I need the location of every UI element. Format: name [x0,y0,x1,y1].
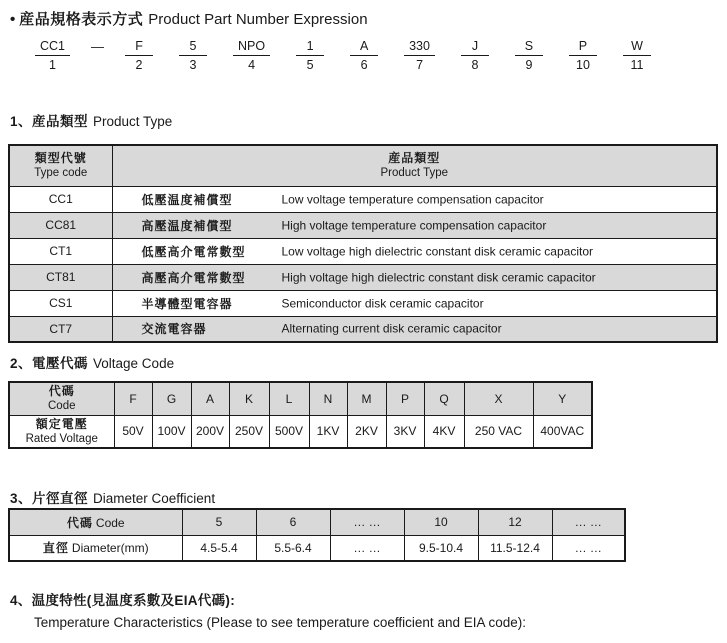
diameter-table [8,508,626,562]
type-name-en: Low voltage high dielectric constant disk ceramic capacitor [281,244,593,258]
diameter-code-label-cell [9,509,182,535]
pn-index: 10 [576,58,590,72]
type-name-zh: 低壓高介電常數型 [141,244,246,259]
type-code-cell: CT1 [9,238,112,264]
pn-segment-7 [404,39,435,72]
part-number-row [35,39,651,72]
rated-voltage-cell: 2KV [347,415,386,448]
pn-index: 9 [525,58,533,72]
diameter-label-en: Diameter(mm) [71,541,149,556]
section4-heading-en: Temperature Characteristics (Please to see temperature coefficient and EIA code): [34,615,526,630]
type-name-cell [112,186,717,212]
pn-code: A [350,39,378,56]
pn-code: W [623,39,651,56]
type-name-cell [112,238,717,264]
voltage-letter-cell: A [191,382,229,415]
rated-voltage-cell: 500V [269,415,309,448]
diameter-value-cell: 9.5-10.4 [404,535,478,561]
table-row-cc1 [9,186,717,212]
pn-index: 11 [630,58,644,72]
diameter-code-label-zh: 代碼 [66,515,93,530]
diameter-code-label-en: Code [95,515,125,530]
product-type-header-cell [112,145,717,186]
pn-dash: — [91,39,105,54]
pn-segment-2 [125,39,153,72]
type-name-cell [112,264,717,290]
pn-code: CC1 [35,39,70,56]
code-label-cell [9,382,114,415]
type-code-cell: CC81 [9,212,112,238]
table-row-ct81 [9,264,717,290]
pn-code: S [515,39,543,56]
rated-voltage-cell: 250 VAC [464,415,533,448]
pn-index: 6 [360,58,368,72]
pn-segment-4 [233,39,270,72]
pn-code: P [569,39,597,56]
pn-index: 5 [306,58,314,72]
pn-segment-1 [35,39,70,72]
diameter-code-cell: 6 [256,509,330,535]
pn-code: J [461,39,489,56]
bullet-icon: • [10,11,16,28]
doc-title-zh: 産品規格表示方式 [19,11,144,28]
voltage-letter-cell: P [386,382,424,415]
pn-index: 4 [248,58,256,72]
rated-voltage-cell: 50V [114,415,152,448]
diameter-value-row [9,535,625,561]
voltage-letter-cell: M [347,382,386,415]
doc-title-en: Product Part Number Expression [148,11,368,28]
diameter-code-cell: … … [552,509,625,535]
type-code-header-cell [9,145,112,186]
pn-index: 3 [189,58,197,72]
section3-heading [10,487,215,507]
pn-index: 1 [49,58,56,72]
diameter-value-cell: 11.5-12.4 [478,535,552,561]
diameter-header-row [9,509,625,535]
pn-segment-8 [461,39,489,72]
table-row-ct7 [9,316,717,342]
code-label-zh: 代碼 [48,384,75,399]
pn-code: 330 [404,39,435,56]
product-type-header-zh: 産品類型 [388,151,441,166]
rated-voltage-cell: 1KV [309,415,347,448]
diameter-code-cell: … … [330,509,404,535]
diameter-code-cell: 12 [478,509,552,535]
type-name-cell [112,212,717,238]
pn-segment-5 [296,39,324,72]
product-type-table [8,144,718,343]
type-name-zh: 低壓温度補償型 [141,192,233,207]
section2-heading-en: Voltage Code [93,356,175,371]
type-name-zh: 高壓高介電常數型 [141,270,246,285]
rated-voltage-row [9,415,592,448]
diameter-code-cell: 5 [182,509,256,535]
section1-heading-zh: 1、産品類型 [10,114,89,129]
pn-code: NPO [233,39,270,56]
table-row-cs1 [9,290,717,316]
voltage-letter-cell: Y [533,382,592,415]
voltage-letter-cell: L [269,382,309,415]
table-row-ct1 [9,238,717,264]
rated-voltage-label-en: Rated Voltage [25,432,98,445]
section3-heading-en: Diameter Coefficient [93,491,216,506]
voltage-letter-cell: N [309,382,347,415]
rated-voltage-cell: 200V [191,415,229,448]
diameter-label-zh: 直徑 [42,541,69,556]
voltage-code-header-row [9,382,592,415]
rated-voltage-cell: 3KV [386,415,424,448]
type-code-cell: CS1 [9,290,112,316]
section1-heading [10,110,172,130]
voltage-code-table [8,381,593,449]
type-name-en: High voltage temperature compensation capacitor [281,218,547,232]
type-code-cell: CT81 [9,264,112,290]
diameter-label-cell [9,535,182,561]
pn-code: 5 [179,39,207,56]
type-name-zh: 半導體型電容器 [141,296,233,311]
pn-segment-9 [515,39,543,72]
pn-code: 1 [296,39,324,56]
type-name-zh: 交流電容器 [141,322,207,337]
section3-heading-zh: 3、片徑直徑 [10,491,89,506]
diameter-value-cell: 5.5-6.4 [256,535,330,561]
pn-index: 2 [135,58,143,72]
pn-segment-11 [623,39,651,72]
type-name-zh: 高壓温度補償型 [141,218,233,233]
type-name-en: Semiconductor disk ceramic capacitor [281,296,484,310]
pn-segment-3 [179,39,207,72]
diameter-value-cell: 4.5-5.4 [182,535,256,561]
type-name-en: Low voltage temperature compensation capacitor [281,192,544,206]
product-type-header-en: Product Type [380,167,449,180]
rated-voltage-label-zh: 額定電壓 [35,416,88,431]
type-name-en: High voltage high dielectric constant disk ceramic capacitor [281,270,596,284]
rated-voltage-cell: 4KV [424,415,464,448]
type-code-header-zh: 類型代號 [34,151,87,166]
diameter-value-cell: … … [552,535,625,561]
rated-voltage-cell: 400VAC [533,415,592,448]
section1-heading-en: Product Type [93,114,173,129]
code-label-en: Code [48,400,76,413]
rated-voltage-cell: 100V [152,415,191,448]
rated-voltage-label-cell [9,415,114,448]
section2-heading [10,352,174,372]
voltage-letter-cell: F [114,382,152,415]
section4-heading-zh: 4、温度特性(見温度系數及EIA代碼): [10,593,235,608]
type-name-en: Alternating current disk ceramic capacitor [281,321,502,336]
voltage-letter-cell: X [464,382,533,415]
pn-code: F [125,39,153,56]
voltage-letter-cell: K [229,382,269,415]
rated-voltage-cell: 250V [229,415,269,448]
type-code-cell: CC1 [9,186,112,212]
pn-index: 7 [416,58,424,72]
diameter-code-cell: 10 [404,509,478,535]
section2-heading-zh: 2、電壓代碼 [10,356,89,371]
diameter-value-cell: … … [330,535,404,561]
doc-title [10,8,368,29]
type-name-cell [112,316,717,342]
product-type-header-row [9,145,717,186]
voltage-letter-cell: G [152,382,191,415]
type-name-cell [112,290,717,316]
pn-segment-10 [569,39,597,72]
pn-segment-6 [350,39,378,72]
type-code-cell: CT7 [9,316,112,342]
voltage-letter-cell: Q [424,382,464,415]
table-row-cc81 [9,212,717,238]
type-code-header-en: Type code [34,167,88,180]
pn-index: 8 [471,58,479,72]
